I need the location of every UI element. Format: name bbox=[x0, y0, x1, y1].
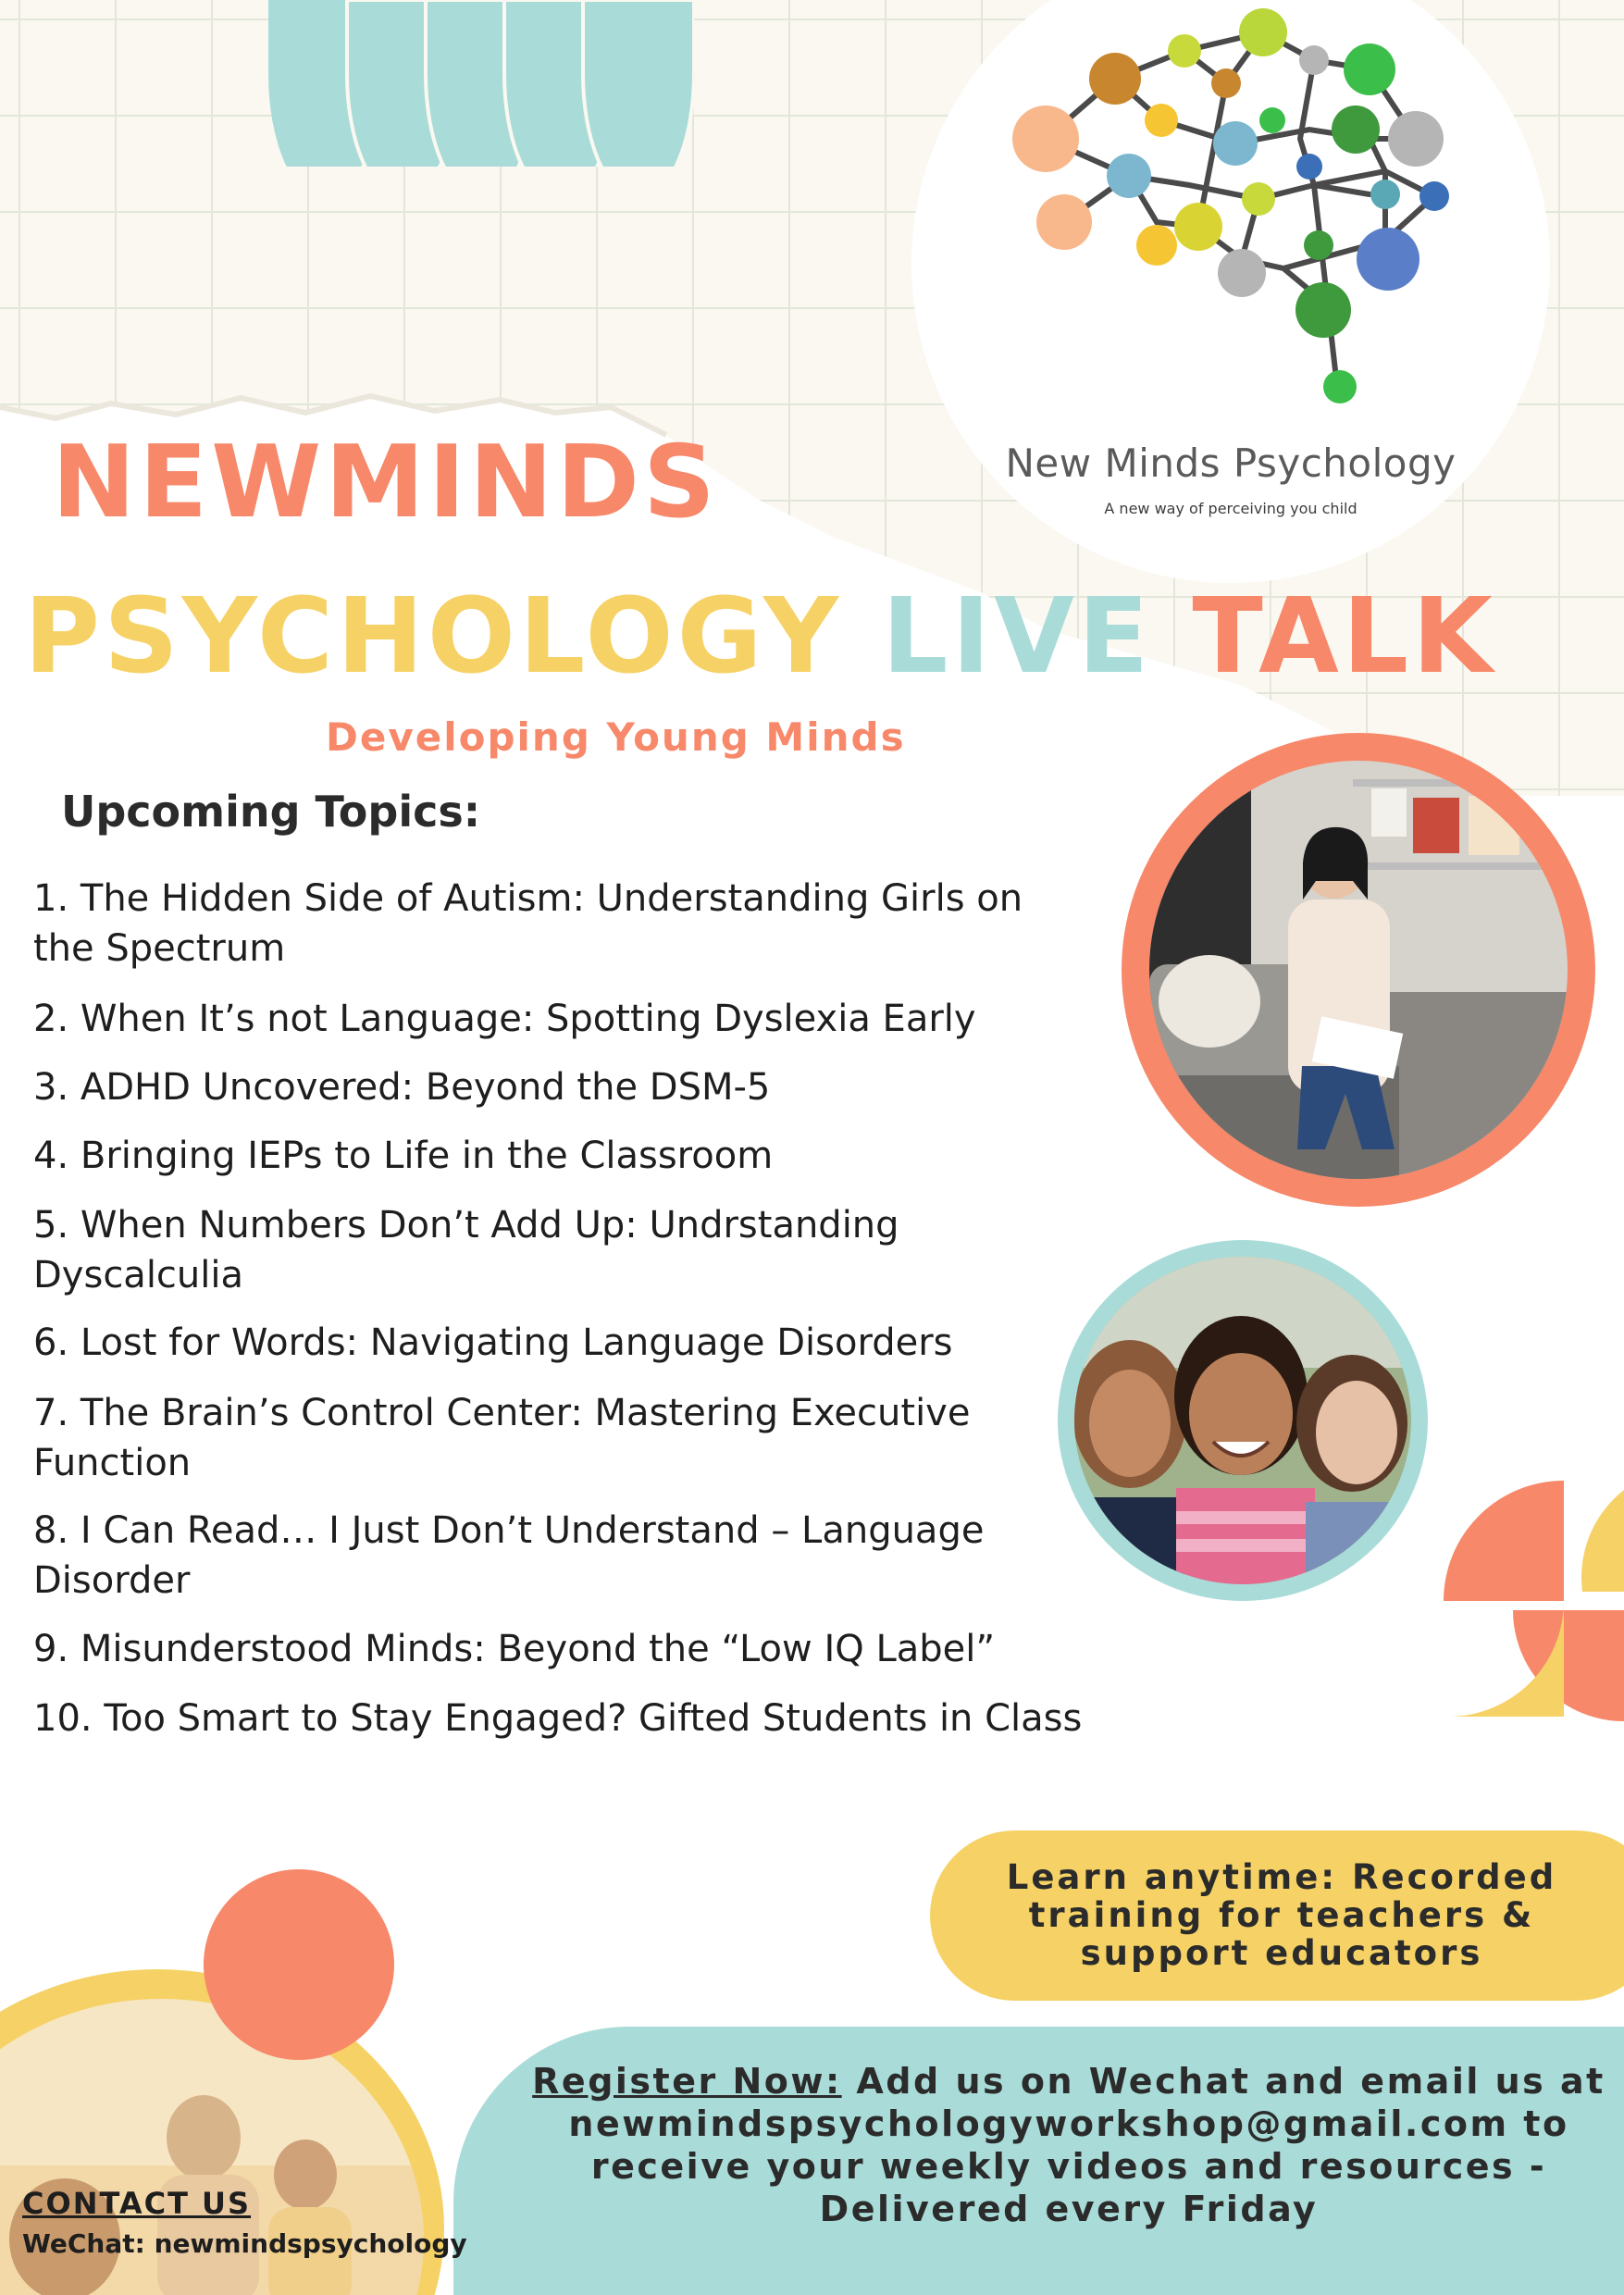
logo-name: New Minds Psychology bbox=[1005, 440, 1457, 486]
topic-item-4 bbox=[33, 1131, 773, 1181]
logo-tagline: A new way of perceiving you child bbox=[1104, 500, 1357, 517]
children-photo-image bbox=[1074, 1257, 1411, 1584]
topic-line: 3. ADHD Uncovered: Beyond the DSM-5 bbox=[33, 1066, 771, 1109]
topic-line: 10. Too Smart to Stay Engaged? Gifted Students in Class bbox=[33, 1697, 1083, 1740]
register-line: Delivered every Friday bbox=[819, 2189, 1319, 2229]
topic-line: 9. Misunderstood Minds: Beyond the “Low IQ Label” bbox=[33, 1628, 996, 1670]
topics-heading: Upcoming Topics: bbox=[61, 787, 481, 837]
topic-item-2 bbox=[33, 994, 976, 1044]
headline-word-talk: TALK bbox=[1192, 577, 1496, 697]
learn-line: support educators bbox=[1080, 1933, 1483, 1973]
headline-subtitle: Developing Young Minds bbox=[326, 714, 906, 760]
coral-circle-decoration bbox=[204, 1869, 394, 2060]
topic-item-6 bbox=[33, 1318, 952, 1368]
topic-item-3 bbox=[33, 1062, 770, 1112]
topic-line: 1. The Hidden Side of Autism: Understanding Girls on bbox=[33, 877, 1023, 920]
topic-line: 6. Lost for Words: Navigating Language Disorders bbox=[33, 1321, 953, 1364]
learn-anytime-text bbox=[962, 1858, 1601, 1972]
topic-line: Function bbox=[33, 1442, 192, 1484]
topic-item-5 bbox=[33, 1200, 899, 1300]
children-photo bbox=[1058, 1240, 1428, 1601]
register-text bbox=[518, 2060, 1619, 2230]
headline-newminds: NEWMINDS bbox=[52, 425, 719, 540]
register-line bbox=[518, 2060, 1619, 2103]
headline-word-psychology: PSYCHOLOGY bbox=[24, 577, 843, 697]
register-now-label: Register Now: bbox=[532, 2061, 842, 2102]
topic-line: 4. Bringing IEPs to Life in the Classroom bbox=[33, 1135, 774, 1177]
topic-line: 7. The Brain’s Control Center: Mastering Executive bbox=[33, 1392, 971, 1434]
topic-item-10 bbox=[33, 1693, 1082, 1743]
learn-line: training for teachers & bbox=[1028, 1895, 1535, 1935]
brain-network-logo bbox=[999, 0, 1481, 416]
contact-heading: CONTACT US bbox=[22, 2186, 252, 2221]
topic-item-7 bbox=[33, 1388, 970, 1488]
teal-arches-decoration bbox=[268, 0, 694, 167]
presenter-photo bbox=[1122, 733, 1595, 1207]
register-line-text: Add us on Wechat and email us at bbox=[841, 2061, 1605, 2102]
register-email: newmindspsychologyworkshop@gmail.com to bbox=[568, 2103, 1569, 2144]
topic-item-1 bbox=[33, 874, 1023, 974]
headline-psychology-live-talk bbox=[24, 577, 1496, 697]
headline-word-live: LIVE bbox=[882, 577, 1153, 697]
topic-item-9 bbox=[33, 1624, 995, 1674]
topic-line: 2. When It’s not Language: Spotting Dyslexia Early bbox=[33, 998, 976, 1040]
topic-item-8 bbox=[33, 1506, 984, 1606]
presenter-photo-image bbox=[1149, 761, 1568, 1179]
topic-line: 8. I Can Read… I Just Don’t Understand – Language bbox=[33, 1509, 985, 1552]
learn-line: Learn anytime: Recorded bbox=[1006, 1857, 1557, 1897]
contact-wechat: WeChat: newmindspsychology bbox=[22, 2228, 467, 2259]
topic-line: Disorder bbox=[33, 1559, 191, 1602]
topic-line: the Spectrum bbox=[33, 927, 286, 970]
topic-line: Dyscalculia bbox=[33, 1254, 244, 1296]
topic-line: 5. When Numbers Don’t Add Up: Undrstanding bbox=[33, 1204, 899, 1247]
decorative-quarter-shapes bbox=[1444, 1481, 1624, 1721]
register-line: receive your weekly videos and resources - bbox=[590, 2146, 1547, 2187]
